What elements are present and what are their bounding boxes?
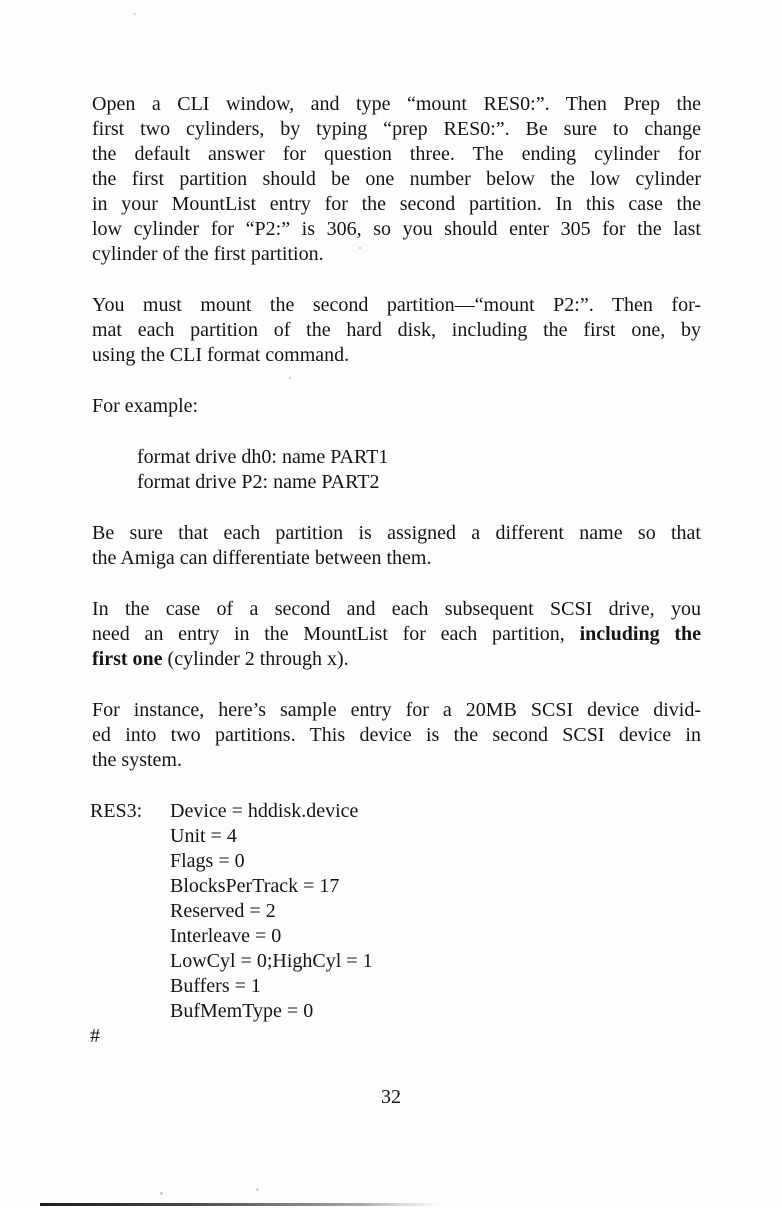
mountlist-block [92,799,701,1049]
mountlist-entry: Reserved = 2 [170,900,276,922]
mountlist-entry: Buffers = 1 [170,975,261,997]
mountlist-entry: Unit = 4 [170,825,237,847]
text-line [92,293,701,318]
text-line [92,192,701,217]
text-segment: in your MountList entry for the second partition. In this case the [92,193,701,215]
document-body [92,92,701,1075]
text-segment: In the case of a second and each subsequent SCSI drive, you [92,598,701,620]
text-segment: ed into two partitions. This device is the second SCSI device in [92,724,701,746]
paragraph [92,293,701,368]
text-segment: the system. [92,749,182,771]
paragraph [92,521,701,571]
text-segment: (cylinder 2 through x). [162,648,349,670]
text-segment: You must mount the second partition—“mount P2:”. Then for- [92,294,701,316]
text-line [92,343,701,368]
text-segment: low cylinder for “P2:” is 306, so you should enter 305 for the last [92,218,701,240]
text-segment: using the CLI format command. [92,344,350,366]
code-block [92,445,701,495]
code-line: format drive P2: name PART2 [137,471,380,493]
bold-text: including the [579,623,702,645]
text-segment: need an entry in the MountList for each partition, [92,623,580,645]
paragraph [92,394,701,419]
mountlist-entry: BlocksPerTrack = 17 [170,875,340,897]
text-line [92,647,701,672]
scan-speck [133,13,136,15]
text-line [92,748,701,773]
text-segment: the Amiga can differentiate between them. [92,547,432,569]
text-line [92,92,701,117]
text-segment: For instance, here’s sample entry for a 20MB SCSI device divid- [92,699,701,721]
text-line [92,546,701,571]
mountlist-entry: LowCyl = 0;HighCyl = 1 [170,950,373,972]
bold-text: first one [92,648,163,670]
text-segment: first two cylinders, by typing “prep RES0:”. Be sure to change [92,118,701,140]
text-segment: the default answer for question three. The ending cylinder for [92,143,701,165]
text-line [92,394,701,419]
text-line [92,242,701,267]
text-segment: the first partition should be one number below the low cylinder [92,168,701,190]
code-line: format drive dh0: name PART1 [137,446,389,468]
scan-speck [160,1192,163,1195]
paragraph [92,92,701,267]
mountlist-entry: Interleave = 0 [170,925,282,947]
scan-speck [289,377,291,379]
text-line [92,167,701,192]
mountlist-terminator: # [90,1025,100,1047]
text-segment: mat each partition of the hard disk, including the first one, by [92,319,701,341]
scan-speck [359,247,361,249]
paragraph [92,698,701,773]
mountlist-entry: BufMemType = 0 [170,1000,314,1022]
text-segment: Be sure that each partition is assigned a different name so that [92,522,701,544]
mountlist-device-label: RES3: [90,800,143,822]
paragraph [92,597,701,672]
text-line [92,217,701,242]
text-segment: Open a CLI window, and type “mount RES0:”. Then Prep the [92,93,701,115]
text-line [92,318,701,343]
text-line [92,597,701,622]
page-number: 32 [381,1086,401,1108]
mountlist-entry: Device = hddisk.device [170,800,359,822]
mountlist-entry: Flags = 0 [170,850,245,872]
text-line [92,142,701,167]
text-line [92,698,701,723]
text-line [92,723,701,748]
text-line [92,622,701,647]
scan-artifact-band [40,1203,442,1206]
mountlist-entries [170,799,701,1024]
text-line [92,117,701,142]
text-segment: For example: [92,395,199,417]
text-segment: cylinder of the first partition. [92,243,324,265]
scan-speck [256,1188,259,1191]
text-line [92,521,701,546]
